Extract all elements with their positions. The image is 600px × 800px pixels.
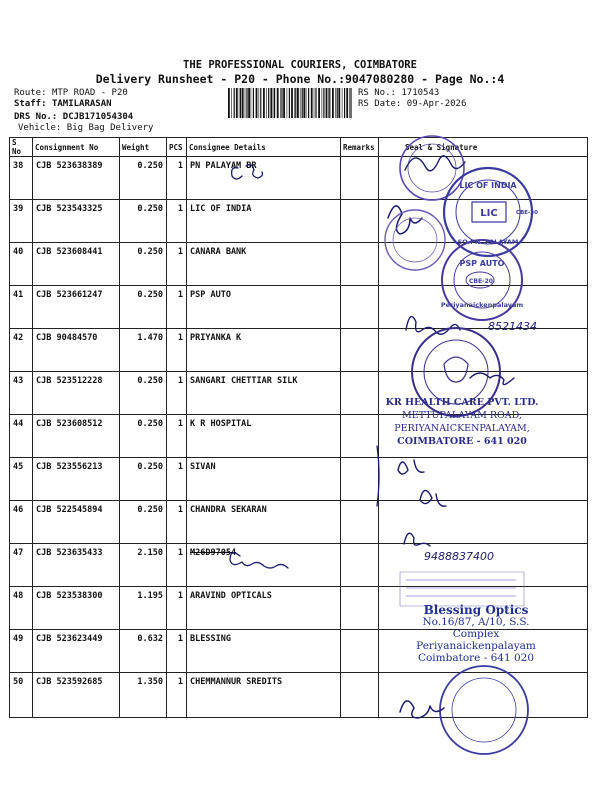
consignee-cell: CHEMMANNUR SREDITS [187,673,341,718]
pcs-cell: 1 [167,630,187,673]
consignment-cell: CJB 522545894 [33,501,120,544]
consignment-cell: CJB 90484570 [33,329,120,372]
weight-cell: 0.250 [120,415,167,458]
pcs-cell: 1 [167,286,187,329]
consignee-cell: CANARA BANK [187,243,341,286]
sno-cell: 40 [10,243,33,286]
remarks-cell [341,415,379,458]
sno-cell: 41 [10,286,33,329]
sno-cell: 38 [10,157,33,200]
pcs-cell: 1 [167,157,187,200]
weight-cell: 2.150 [120,544,167,587]
sno-cell: 48 [10,587,33,630]
handwritten-note-row47: 9488837400 [424,550,494,563]
consignee-cell: SANGARI CHETTIAR SILK [187,372,341,415]
remarks-cell [341,286,379,329]
sno-cell: 50 [10,673,33,718]
remarks-cell [341,544,379,587]
pcs-cell: 1 [167,544,187,587]
table-row [10,458,588,501]
remarks-cell [341,501,379,544]
sno-cell: 45 [10,458,33,501]
seal-cell [379,200,588,243]
seal-cell [379,157,588,200]
remarks-cell [341,200,379,243]
consignment-cell: CJB 523661247 [33,286,120,329]
psp-stamp-code: CBE-20 [469,278,493,285]
remarks-cell [341,673,379,718]
col-weight: Weight [120,138,167,157]
weight-cell: 0.250 [120,501,167,544]
consignment-cell: CJB 523592685 [33,673,120,718]
psp-stamp-bottom: Periyanaickenpalayam [440,301,524,309]
consignment-cell: CJB 523556213 [33,458,120,501]
pcs-cell: 1 [167,200,187,243]
pcs-cell: 1 [167,587,187,630]
weight-cell: 0.250 [120,243,167,286]
consignment-cell: CJB 523538300 [33,587,120,630]
weight-cell: 0.250 [120,157,167,200]
vehicle-line: Vehicle: Big Bag Delivery [18,123,154,133]
table-row [10,673,588,718]
pcs-cell: 1 [167,243,187,286]
col-seal: Seal & Signature [379,138,588,157]
table-row [10,243,588,286]
sno-cell: 46 [10,501,33,544]
sno-cell: 49 [10,630,33,673]
rs-no-line: RS No.: 1710543 [358,88,440,98]
pcs-cell: 1 [167,415,187,458]
col-pcs: PCS [167,138,187,157]
col-consignee: Consignee Details [187,138,341,157]
table-header [10,138,588,157]
sno-cell: 47 [10,544,33,587]
seal-cell [379,286,588,329]
consignment-cell: CJB 523608512 [33,415,120,458]
remarks-cell [341,329,379,372]
weight-cell: 1.470 [120,329,167,372]
sno-cell: 42 [10,329,33,372]
consignment-cell: CJB 523543325 [33,200,120,243]
lic-stamp-top: LIC OF INDIA [459,181,517,190]
pcs-cell: 1 [167,372,187,415]
company-title: THE PROFESSIONAL COURIERS, COIMBATORE [183,59,417,71]
lic-stamp-code: CBE-30 [516,210,538,216]
consignee-cell: CHANDRA SEKARAN [187,501,341,544]
psp-stamp-top: PSP AUTO [459,259,505,268]
consignee-cell: PN PALAYAM BR [187,157,341,200]
weight-cell: 0.250 [120,372,167,415]
pcs-cell: 1 [167,673,187,718]
col-remarks: Remarks [341,138,379,157]
table-row [10,501,588,544]
sno-cell: 39 [10,200,33,243]
kr-health-stamp-text: KR HEALTH CARE PVT. LTD. METTUPALAYAM ROAD, PERIYANAICKENPALAYAM, COIMBATORE - 641 020 [385,397,539,447]
weight-cell: 1.195 [120,587,167,630]
staff-line: Staff: TAMILARASAN [14,99,112,109]
runsheet-title: Delivery Runsheet - P20 - Phone No.:9047080280 - Page No.:4 [95,72,505,86]
remarks-cell [341,630,379,673]
sno-cell: 44 [10,415,33,458]
drs-line: DRS No.: DCJB171054304 [14,112,134,122]
weight-cell: 0.250 [120,200,167,243]
seal-cell [379,673,588,718]
seal-cell [379,329,588,372]
weight-cell: 0.250 [120,286,167,329]
seal-cell [379,501,588,544]
consignee-cell: SIVAN [187,458,341,501]
consignee-cell: K R HOSPITAL [187,415,341,458]
consignee-cell: BLESSING [187,630,341,673]
remarks-cell [341,243,379,286]
weight-cell: 0.632 [120,630,167,673]
lic-stamp-bottom: SO.PN. PALAYAM [457,238,519,246]
remarks-cell [341,157,379,200]
table-row [10,329,588,372]
rs-date-line: RS Date: 09-Apr-2026 [358,99,467,109]
handwritten-note-row42: 8521434 [488,320,537,333]
remarks-cell [341,587,379,630]
route-line: Route: MTP ROAD - P20 [14,88,128,98]
pcs-cell: 1 [167,458,187,501]
consignee-cell: M26D97054 [187,544,341,587]
consignment-cell: CJB 523638389 [33,157,120,200]
consignee-cell: PRIYANKA K [187,329,341,372]
consignment-cell: CJB 523623449 [33,630,120,673]
seal-cell [379,458,588,501]
remarks-cell [341,458,379,501]
consignee-cell: LIC OF INDIA [187,200,341,243]
col-consignment: Consignment No [33,138,120,157]
consignment-cell: CJB 523608441 [33,243,120,286]
seal-cell [379,544,588,587]
consignee-cell: ARAVIND OPTICALS [187,587,341,630]
blessing-stamp-text: Blessing Optics No.16/87, A/10, S.S. Complex Periyanaickenpalayam Coimbatore - 641 020 [416,603,536,664]
table-row [10,544,588,587]
weight-cell: 0.250 [120,458,167,501]
sno-cell: 43 [10,372,33,415]
consignment-cell: CJB 523512228 [33,372,120,415]
seal-cell [379,243,588,286]
remarks-cell [341,372,379,415]
table-row [10,286,588,329]
consignment-cell: CJB 523635433 [33,544,120,587]
table-row [10,200,588,243]
barcode [228,88,354,118]
lic-stamp-badge: LIC [480,208,498,219]
col-sno: S No [10,138,33,157]
consignee-cell: PSP AUTO [187,286,341,329]
weight-cell: 1.350 [120,673,167,718]
pcs-cell: 1 [167,501,187,544]
pcs-cell: 1 [167,329,187,372]
table-row [10,157,588,200]
